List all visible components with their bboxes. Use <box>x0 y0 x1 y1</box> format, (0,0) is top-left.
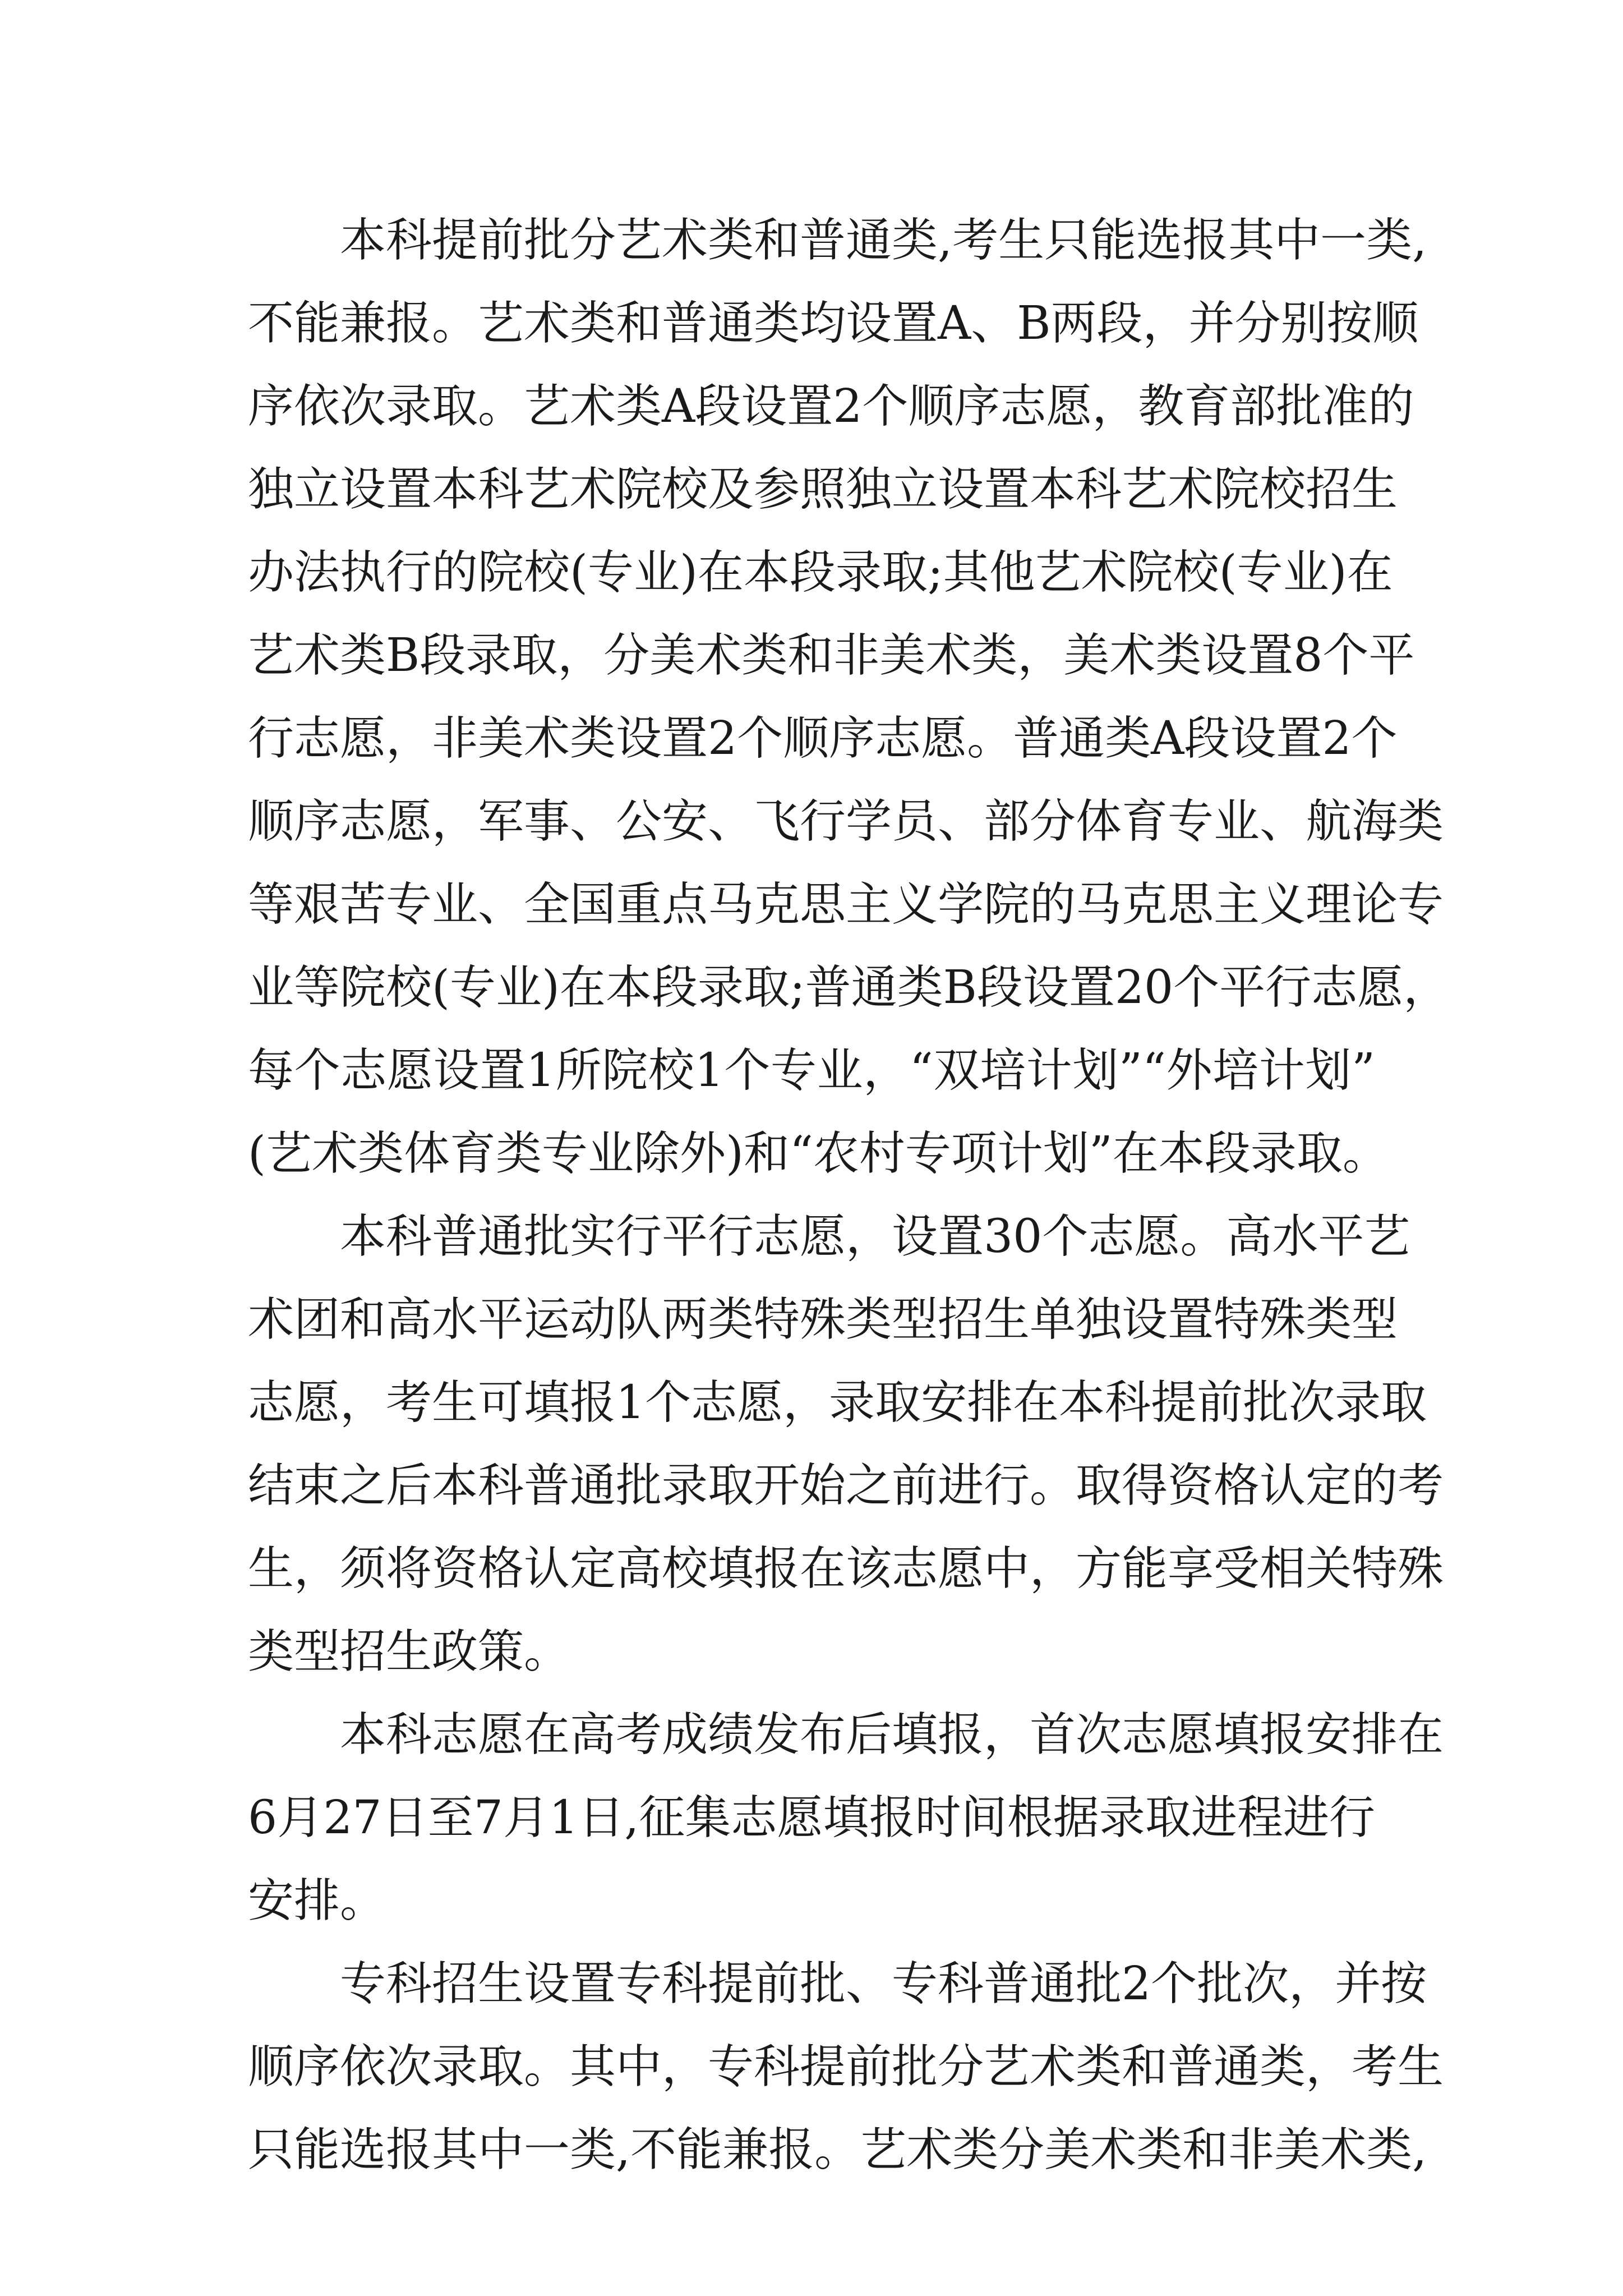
text-line: 不能兼报。艺术类和普通类均设置A、B两段，并分别按顺 <box>248 297 1419 350</box>
text-line: 艺术类B段录取，分美术类和非美术类，美术类设置8个平 <box>248 629 1415 682</box>
text-line: 本科志愿在高考成绩发布后填报，首次志愿填报安排在 <box>340 1708 1444 1761</box>
text-line: 6月27日至7月1日,征集志愿填报时间根据录取进程进行 <box>248 1791 1375 1844</box>
text-line: 顺序志愿，军事、公安、飞行学员、部分体育专业、航海类 <box>248 795 1444 848</box>
text-line: 本科提前批分艺术类和普通类,考生只能选报其中一类, <box>340 214 1427 267</box>
text-line: 办法执行的院校(专业)在本段录取;其他艺术院校(专业)在 <box>248 546 1393 599</box>
text-line: 专科招生设置专科提前批、专科普通批2个批次，并按 <box>340 1957 1427 2010</box>
text-line: 独立设置本科艺术院校及参照独立设置本科艺术院校招生 <box>248 463 1398 516</box>
body-text <box>248 199 1450 2192</box>
text-line: 安排。 <box>248 1874 386 1927</box>
text-line: (艺术类体育类专业除外)和“农村专项计划”在本段录取。 <box>248 1127 1389 1180</box>
text-line: 行志愿，非美术类设置2个顺序志愿。普通类A段设置2个 <box>248 712 1398 765</box>
paragraph-2 <box>248 1195 1444 1694</box>
text-line: 顺序依次录取。其中，专科提前批分艺术类和普通类，考生 <box>248 2040 1444 2093</box>
text-line: 只能选报其中一类,不能兼报。艺术类分美术类和非美术类, <box>248 2123 1427 2177</box>
text-line: 结束之后本科普通批录取开始之前进行。取得资格认定的考 <box>248 1459 1444 1512</box>
paragraph-3 <box>248 1694 1444 1943</box>
text-line: 术团和高水平运动队两类特殊类型招生单独设置特殊类型 <box>248 1293 1398 1346</box>
text-line: 本科普通批实行平行志愿，设置30个志愿。高水平艺 <box>340 1210 1410 1263</box>
text-line: 生，须将资格认定高校填报在该志愿中，方能享受相关特殊 <box>248 1542 1444 1595</box>
text-line: 序依次录取。艺术类A段设置2个顺序志愿，教育部批准的 <box>248 380 1414 433</box>
text-line: 每个志愿设置1所院校1个专业，“双培计划”“外培计划” <box>248 1044 1375 1097</box>
text-line: 志愿，考生可填报1个志愿，录取安排在本科提前批次录取 <box>248 1376 1427 1429</box>
text-line: 类型招生政策。 <box>248 1625 570 1678</box>
paragraph-4 <box>248 1943 1444 2192</box>
text-line: 业等院校(专业)在本段录取;普通类B段设置20个平行志愿， <box>248 961 1450 1014</box>
text-line: 等艰苦专业、全国重点马克思主义学院的马克思主义理论专 <box>248 878 1444 931</box>
paragraph-1 <box>248 199 1450 1195</box>
